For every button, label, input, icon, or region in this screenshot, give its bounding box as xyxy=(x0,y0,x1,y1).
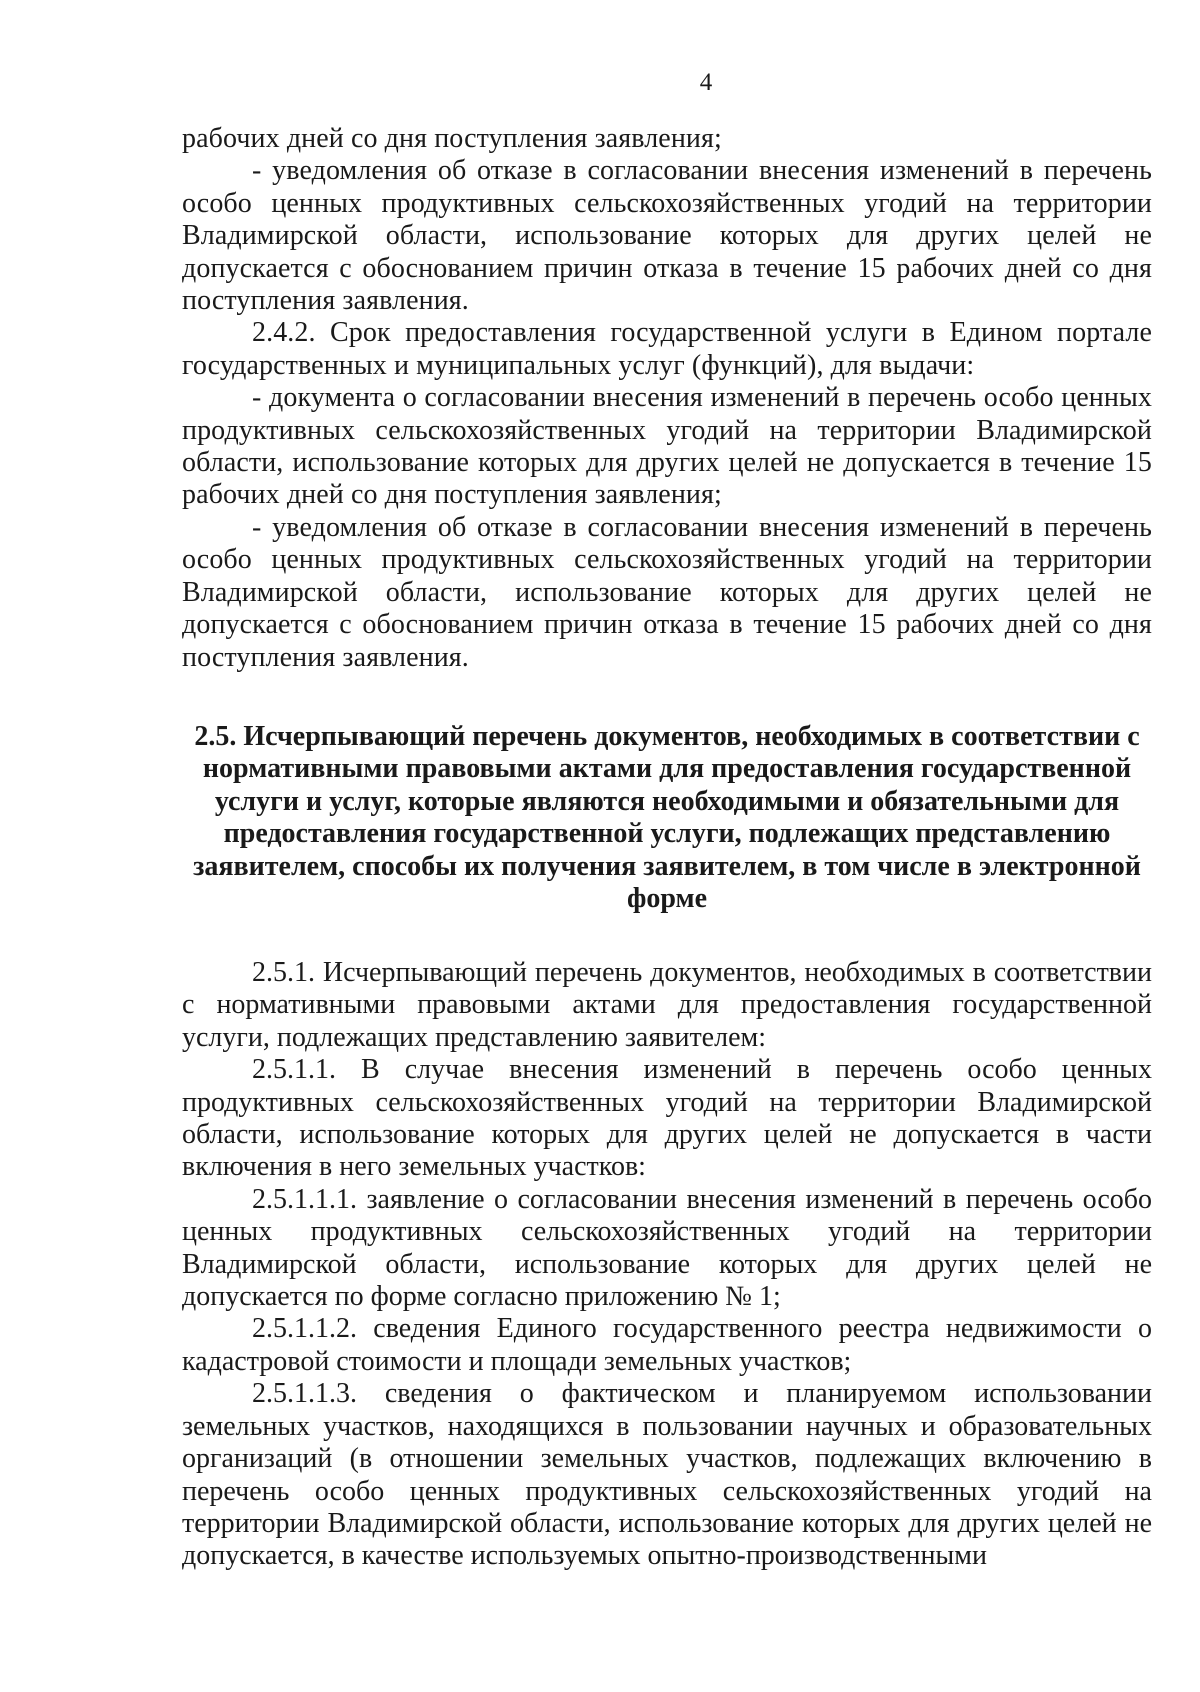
paragraph-2-5-1-1-3: 2.5.1.1.3. сведения о фактическом и планируемом использовании земельных участков, находящихся в пользовании научных и образовательных организаций (в отношении земельных участков, подлежащих включению в перечень особо ценных продуктивных сельскохозяйственных угодий на территории Владимирской области, использование которых для других целей не допускается, в качестве используемых опытно-производственными xyxy=(182,1378,1152,1572)
paragraph-refusal-notice-1: - уведомления об отказе в согласовании внесения изменений в перечень особо ценных продуктивных сельскохозяйственных угодий на территории Владимирской области, использование которых для других целей не допускается с обоснованием причин отказа в течение 15 рабочих дней со дня поступления заявления. xyxy=(182,155,1152,317)
paragraph-approval-document: - документа о согласовании внесения изменений в перечень особо ценных продуктивных сельскохозяйственных угодий на территории Владимирской области, использование которых для других целей не допускается в течение 15 рабочих дней со дня поступления заявления; xyxy=(182,382,1152,511)
page-number: 4 xyxy=(699,69,713,96)
paragraph-2-5-1: 2.5.1. Исчерпывающий перечень документов, необходимых в соответствии с нормативными правовыми актами для предоставления государственной услуги, подлежащих представлению заявителем: xyxy=(182,957,1152,1053)
paragraph-2-5-1-1: 2.5.1.1. В случае внесения изменений в перечень особо ценных продуктивных сельскохозяйственных угодий на территории Владимирской области, использование которых для других целей не допускается в части включения в него земельных участков: xyxy=(182,1054,1152,1183)
top-text-block xyxy=(182,123,1152,674)
section-2-5-text-block xyxy=(182,957,1152,1573)
paragraph-2-4-2: 2.4.2. Срок предоставления государственной услуги в Едином портале государственных и муниципальных услуг (функций), для выдачи: xyxy=(182,317,1152,381)
paragraph-2-5-1-1-2: 2.5.1.1.2. сведения Единого государственного реестра недвижимости о кадастровой стоимости и площади земельных участков; xyxy=(182,1313,1152,1377)
section-heading-2-5: 2.5. Исчерпывающий перечень документов, необходимых в соответствии с нормативными правовыми актами для предоставления государственной услуги и услуг, которые являются необходимыми и обязательными для предоставления государственной услуги, подлежащих представлению заявителем, способы их получения заявителем, в том числе в электронной форме xyxy=(193,721,1141,915)
paragraph-refusal-notice-2: - уведомления об отказе в согласовании внесения изменений в перечень особо ценных продуктивных сельскохозяйственных угодий на территории Владимирской области, использование которых для других целей не допускается с обоснованием причин отказа в течение 15 рабочих дней со дня поступления заявления. xyxy=(182,511,1152,673)
paragraph-2-5-1-1-1: 2.5.1.1.1. заявление о согласовании внесения изменений в перечень особо ценных продуктивных сельскохозяйственных угодий на территории Владимирской области, использование которых для других целей не допускается по форме согласно приложению № 1; xyxy=(182,1183,1152,1313)
paragraph-continuation: рабочих дней со дня поступления заявления; xyxy=(182,123,722,154)
